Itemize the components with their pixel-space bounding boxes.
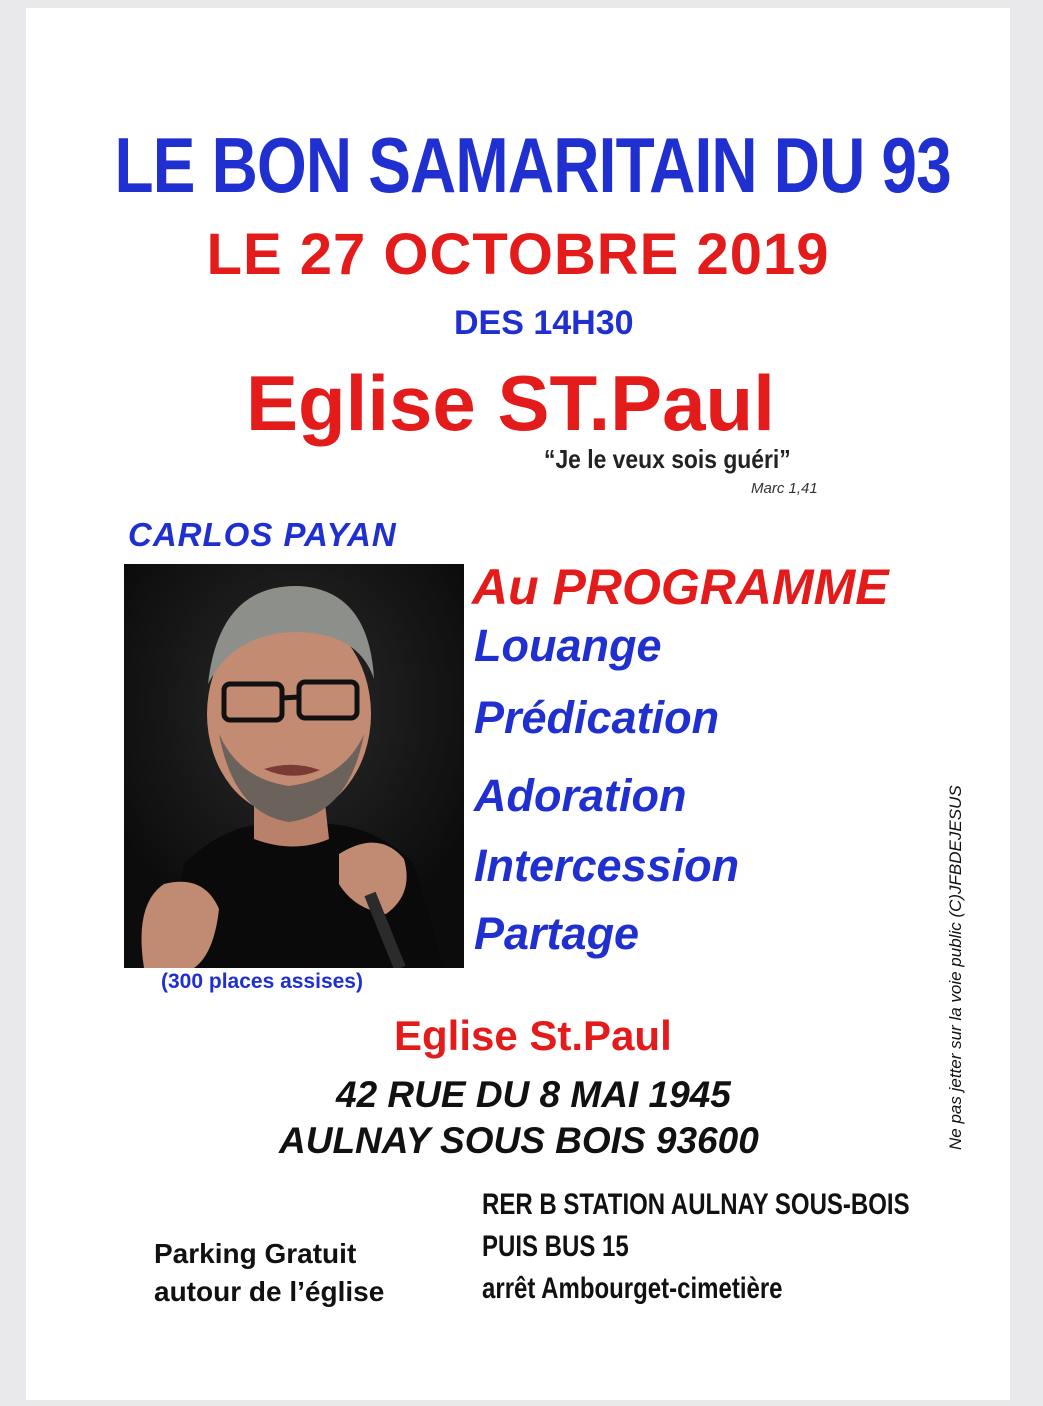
program-item: Partage	[474, 908, 640, 959]
address-church-name: Eglise St.Paul	[394, 1012, 672, 1059]
program-item: Louange	[474, 620, 662, 671]
program-item: Prédication	[474, 692, 720, 743]
seating-capacity: (300 places assises)	[161, 970, 363, 993]
church-name-heading: Eglise ST.Paul	[246, 359, 775, 447]
parking-info-line: Parking Gratuit	[154, 1238, 357, 1269]
event-date: LE 27 OCTOBRE 2019	[206, 222, 830, 287]
speaker-name: CARLOS PAYAN	[128, 516, 397, 553]
event-poster	[26, 8, 1010, 1400]
program-item: Intercession	[474, 840, 740, 891]
copyright-note: Ne pas jetter sur la voie public (C)JFBDEJESUS	[946, 785, 965, 1150]
speaker-photo	[124, 564, 464, 968]
address-city: AULNAY SOUS BOIS 93600	[279, 1120, 759, 1161]
poster-title: LE BON SAMARITAIN DU 93	[114, 121, 951, 209]
bible-quote: “Je le veux sois guéri”	[544, 444, 791, 474]
program-item: Adoration	[474, 770, 687, 821]
transport-info-line: arrêt Ambourget-cimetière	[482, 1272, 783, 1305]
transport-info-line: RER B STATION AULNAY SOUS-BOIS	[482, 1188, 910, 1221]
transport-info-line: PUIS BUS 15	[482, 1230, 629, 1263]
program-heading: Au PROGRAMME	[472, 559, 889, 615]
event-time: DES 14H30	[454, 304, 634, 342]
parking-info-line: autour de l’église	[154, 1276, 385, 1307]
address-street: 42 RUE DU 8 MAI 1945	[336, 1074, 731, 1115]
bible-reference: Marc 1,41	[751, 480, 818, 497]
